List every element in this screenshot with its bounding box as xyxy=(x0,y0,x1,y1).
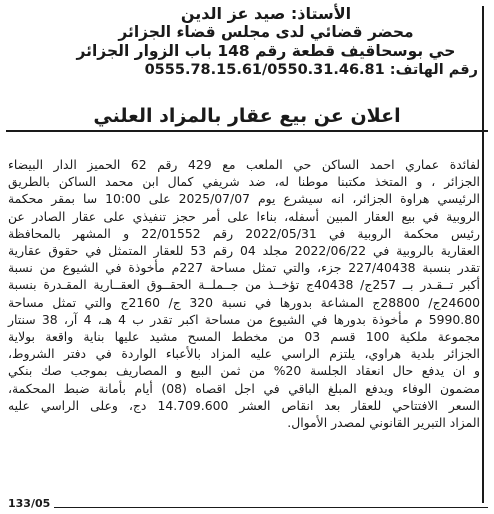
body-line: الرئيسي هراوة الجزائر، انه سيشرع يوم 2025/07/07 على 10:00 سا بمقر محكمة xyxy=(8,191,480,207)
bailiff-phone: رقم الهاتف: 0555.78.15.61/0550.31.46.81 xyxy=(144,62,478,78)
body-line: الجزائر ، و المتخذ مكتبنا موطنا له، ضد شريفي كمال ابن محمد الساكن بالطريق xyxy=(8,174,480,190)
body-line: المزاد التبرير القانوني لمصدر الأموال. xyxy=(287,415,480,431)
body-line: الجزائر بلدية هراوي، يلتزم الراسي عليه المزاد بالأعباء الواردة في دفتر الشروط، xyxy=(8,346,480,362)
body-line: السعر الافتتاحي للعقار بعد انقاص العشر 14.709.600 دج، وعلى الراسي عليه xyxy=(8,397,480,413)
body-line: تقدر بنسبة 227/40438 جزء، والتي تمثل مساحة 227م مأخوذة في الشيوع من نسبة xyxy=(8,260,480,276)
body-line: مجموعة ملكية 100 قسم 03 من مخطط المسح مشيد عليها بناية واقعة بولاية xyxy=(8,329,481,345)
footer-divider xyxy=(50,507,488,508)
bailiff-name: الأستاذ: صيد عز الدين xyxy=(180,4,352,23)
body-line: 24600ج/ 28800ج المشاعة بدورها في نسبة 320 ج/ 2160ج والتي تمثل مساحة xyxy=(8,294,480,310)
body-line: مضمون الوفاء ويدفع المبلغ الباقي في اجل اقصاه (08) أيام بأمانة ضبط المحكمة، xyxy=(8,380,480,396)
body-line: 5990.80 م مأخوذة بدورها في الشيوع من مساحة اكبر تقدر ب 4 هـ، 4 آر، 38 سنتار xyxy=(8,311,481,327)
bailiff-address: حي بوسحاقيف قطعة رقم 148 باب الزوار الجزائر xyxy=(76,42,456,60)
notice-title: اعلان عن بيع عقار بالمزاد العلني xyxy=(93,105,401,127)
body-line: و ان يدفع حال انعقاد الجلسة 20% من ثمن البيع و المصاريف بموجب صك بنكي xyxy=(8,363,480,379)
bailiff-title: محضر قضائي لدى مجلس قضاء الجزائر xyxy=(118,23,414,41)
notice-body xyxy=(8,156,480,431)
body-line: العقارية بالروبية في 2022/06/22 مجلد 04 رقم 53 للعقار المتمثل في حقوق عقارية xyxy=(8,243,481,259)
notice-reference: 133/05 xyxy=(4,497,54,510)
bailiff-header xyxy=(46,4,486,80)
title-divider xyxy=(6,130,488,132)
body-line: أكبر تــقـدر بــ 257ج/ 40438ج تؤخــذ من جــملــة الحقــوق العقــارية المقـدرة بنسبة xyxy=(8,277,480,293)
body-line: الروبية في بيع العقار المبين أسفله، بناءا على أمر حجز تنفيذي على عقار الصادر عن xyxy=(8,208,480,224)
body-line: لفائدة عماري احمد الساكن حي الملعب مع 429 رقم 62 الحميز الدار البيضاء xyxy=(8,157,480,172)
body-line: رئيس محكمة الروبية في 2022/05/31 رقم 22/01552 و المشهر بالمحافظة xyxy=(8,225,480,241)
